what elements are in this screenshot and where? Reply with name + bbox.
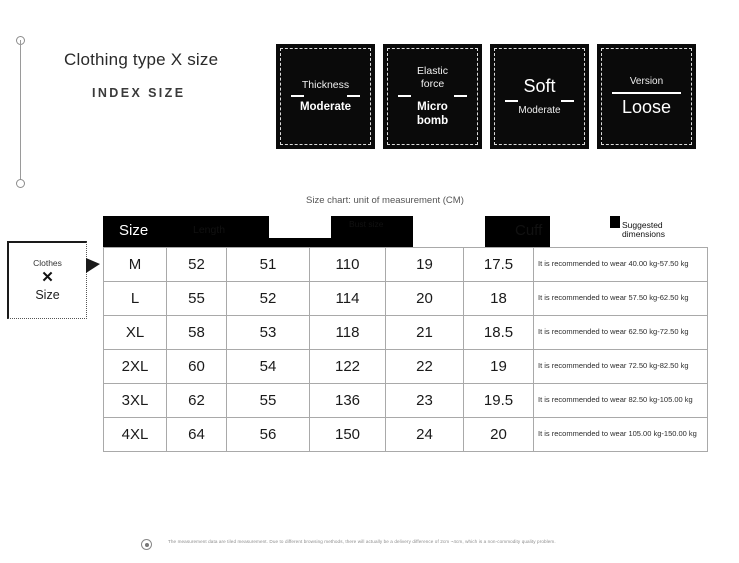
cell-shoulder: 53 xyxy=(227,316,310,350)
cell-bust: 150 xyxy=(310,418,386,452)
size-table-rows xyxy=(104,248,708,452)
table-row xyxy=(104,350,708,384)
feature-elastic-title-line2: force xyxy=(420,77,445,90)
cell-cuff: 17.5 xyxy=(464,248,534,282)
cell-sleeve: 24 xyxy=(386,418,464,452)
callout-line-3: Size xyxy=(35,287,60,302)
info-icon xyxy=(141,539,152,550)
cell-cuff: 19.5 xyxy=(464,384,534,418)
cell-size: 4XL xyxy=(104,418,167,452)
cell-bust: 122 xyxy=(310,350,386,384)
table-row xyxy=(104,316,708,350)
size-table-header xyxy=(103,216,707,247)
page-subtitle: INDEX SIZE xyxy=(92,86,186,100)
cell-size: 2XL xyxy=(104,350,167,384)
vertical-rule-bottom-dot-icon xyxy=(16,179,25,188)
cell-length: 52 xyxy=(167,248,227,282)
header-label-suggested-dimensions: Suggested dimensions xyxy=(622,220,665,240)
cell-size: 3XL xyxy=(104,384,167,418)
cell-sleeve: 19 xyxy=(386,248,464,282)
feature-box-version xyxy=(597,44,696,149)
header-label-size: Size xyxy=(119,222,149,239)
feature-version-title: Version xyxy=(629,75,664,87)
cell-bust: 110 xyxy=(310,248,386,282)
divider-icon xyxy=(394,91,471,100)
footer-note: The measurement data are tiled measurement. Due to different browsing methods, there will actually be a delivery difference of 2cm ~4cm, which is a non-commodity quality problem. xyxy=(168,539,556,544)
cell-cuff: 18 xyxy=(464,282,534,316)
cell-cuff: 20 xyxy=(464,418,534,452)
header-label-shoulder-width: 肩宽 xyxy=(269,222,300,239)
feature-thickness-title: Thickness xyxy=(301,78,350,91)
cell-bust: 114 xyxy=(310,282,386,316)
cell-length: 60 xyxy=(167,350,227,384)
feature-box-group xyxy=(276,44,696,149)
feature-elastic-value-line1: Micro xyxy=(417,100,448,113)
header-label-bust-size: Bust size xyxy=(349,219,384,229)
feature-version-value: Loose xyxy=(621,96,672,117)
table-row xyxy=(104,248,708,282)
header-label-length: Length xyxy=(193,224,226,236)
cell-shoulder: 54 xyxy=(227,350,310,384)
feature-elastic-value xyxy=(417,100,448,128)
feature-soft-value: Moderate xyxy=(518,105,561,117)
divider-icon xyxy=(501,96,578,105)
callout-line-1: Clothes xyxy=(33,257,62,268)
header-cutout-cuff xyxy=(550,228,628,247)
feature-box-elastic-force xyxy=(383,44,482,149)
cell-shoulder: 56 xyxy=(227,418,310,452)
cell-shoulder: 55 xyxy=(227,384,310,418)
cell-length: 62 xyxy=(167,384,227,418)
size-table-body xyxy=(103,247,708,452)
divider-icon xyxy=(608,88,685,97)
cell-cuff: 18.5 xyxy=(464,316,534,350)
header-label-cuff: Cuff xyxy=(515,222,543,239)
cell-sleeve: 21 xyxy=(386,316,464,350)
feature-thickness-value: Moderate xyxy=(299,101,352,114)
feature-elastic-title-line1: Elastic xyxy=(417,65,448,78)
cell-bust: 118 xyxy=(310,316,386,350)
cell-shoulder: 52 xyxy=(227,282,310,316)
feature-box-soft xyxy=(490,44,589,149)
cell-sleeve: 22 xyxy=(386,350,464,384)
cell-suggested: It is recommended to wear 40.00 kg-57.50 kg xyxy=(534,248,708,282)
header-label-sleeve-length: Sleeve length xyxy=(431,220,458,240)
cell-size: L xyxy=(104,282,167,316)
clothes-size-callout xyxy=(7,241,87,319)
cell-suggested: It is recommended to wear 105.00 kg-150.00 kg xyxy=(534,418,708,452)
cell-suggested: It is recommended to wear 72.50 kg-82.50 kg xyxy=(534,350,708,384)
table-row xyxy=(104,282,708,316)
feature-elastic-title xyxy=(417,65,448,91)
cell-sleeve: 20 xyxy=(386,282,464,316)
callout-cross-icon: ✕ xyxy=(41,268,54,286)
feature-soft-title: Soft xyxy=(523,75,556,96)
cell-cuff: 19 xyxy=(464,350,534,384)
cell-size: XL xyxy=(104,316,167,350)
size-table xyxy=(103,216,707,452)
cell-length: 58 xyxy=(167,316,227,350)
cell-shoulder: 51 xyxy=(227,248,310,282)
cell-suggested: It is recommended to wear 57.50 kg-62.50 kg xyxy=(534,282,708,316)
cell-suggested: It is recommended to wear 62.50 kg-72.50 kg xyxy=(534,316,708,350)
table-caption: Size chart: unit of measurement (CM) xyxy=(306,195,464,206)
divider-icon xyxy=(287,91,364,100)
cell-length: 64 xyxy=(167,418,227,452)
table-row xyxy=(104,418,708,452)
cell-length: 55 xyxy=(167,282,227,316)
table-row xyxy=(104,384,708,418)
cell-size: M xyxy=(104,248,167,282)
vertical-rule-line xyxy=(20,40,21,186)
callout-tail-icon xyxy=(86,258,100,273)
cell-suggested: It is recommended to wear 82.50 kg-105.00 kg xyxy=(534,384,708,418)
cell-bust: 136 xyxy=(310,384,386,418)
feature-elastic-value-line2: bomb xyxy=(416,114,449,127)
page-title: Clothing type X size xyxy=(64,50,219,69)
cell-sleeve: 23 xyxy=(386,384,464,418)
feature-box-thickness xyxy=(276,44,375,149)
